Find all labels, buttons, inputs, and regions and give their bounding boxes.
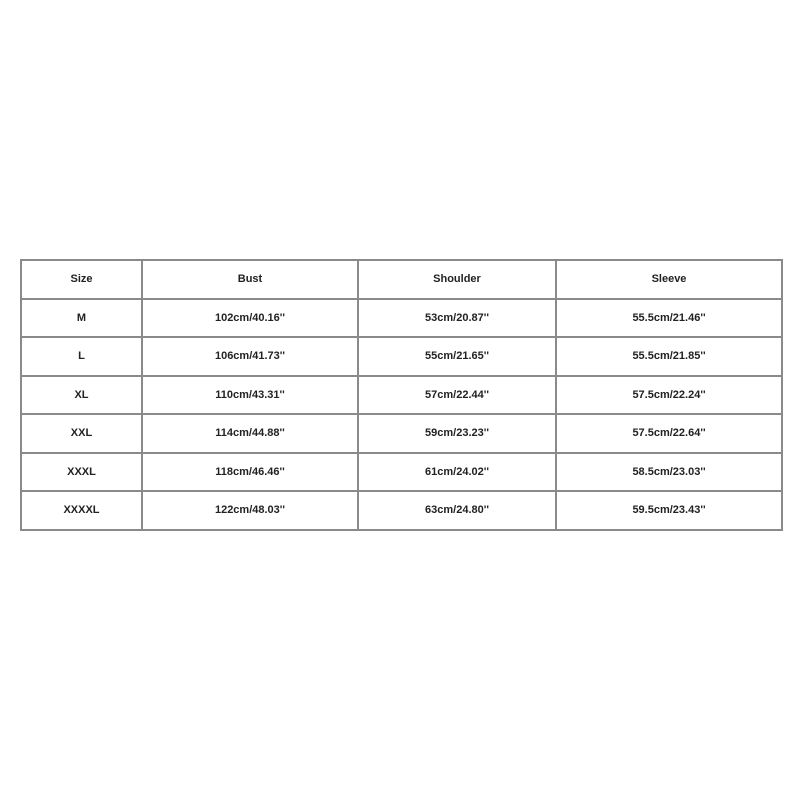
cell-size: XXXXL (21, 491, 142, 530)
cell-size: XXL (21, 414, 142, 453)
table-header-row (21, 260, 782, 299)
size-chart-table (20, 259, 783, 531)
header-sleeve: Sleeve (556, 260, 782, 299)
cell-size: L (21, 337, 142, 376)
cell-sleeve: 55.5cm/21.46'' (556, 299, 782, 338)
cell-size: XXXL (21, 453, 142, 492)
cell-shoulder: 61cm/24.02'' (358, 453, 556, 492)
cell-bust: 110cm/43.31'' (142, 376, 358, 415)
table-row (21, 453, 782, 492)
cell-sleeve: 58.5cm/23.03'' (556, 453, 782, 492)
cell-sleeve: 59.5cm/23.43'' (556, 491, 782, 530)
cell-bust: 106cm/41.73'' (142, 337, 358, 376)
cell-bust: 118cm/46.46'' (142, 453, 358, 492)
table-row (21, 376, 782, 415)
cell-shoulder: 63cm/24.80'' (358, 491, 556, 530)
cell-sleeve: 57.5cm/22.24'' (556, 376, 782, 415)
cell-shoulder: 55cm/21.65'' (358, 337, 556, 376)
cell-size: M (21, 299, 142, 338)
cell-shoulder: 53cm/20.87'' (358, 299, 556, 338)
table-row (21, 299, 782, 338)
cell-bust: 122cm/48.03'' (142, 491, 358, 530)
cell-size: XL (21, 376, 142, 415)
cell-bust: 114cm/44.88'' (142, 414, 358, 453)
table-row (21, 414, 782, 453)
cell-shoulder: 57cm/22.44'' (358, 376, 556, 415)
header-size: Size (21, 260, 142, 299)
cell-sleeve: 57.5cm/22.64'' (556, 414, 782, 453)
header-shoulder: Shoulder (358, 260, 556, 299)
cell-shoulder: 59cm/23.23'' (358, 414, 556, 453)
table-row (21, 491, 782, 530)
table-row (21, 337, 782, 376)
cell-sleeve: 55.5cm/21.85'' (556, 337, 782, 376)
cell-bust: 102cm/40.16'' (142, 299, 358, 338)
header-bust: Bust (142, 260, 358, 299)
